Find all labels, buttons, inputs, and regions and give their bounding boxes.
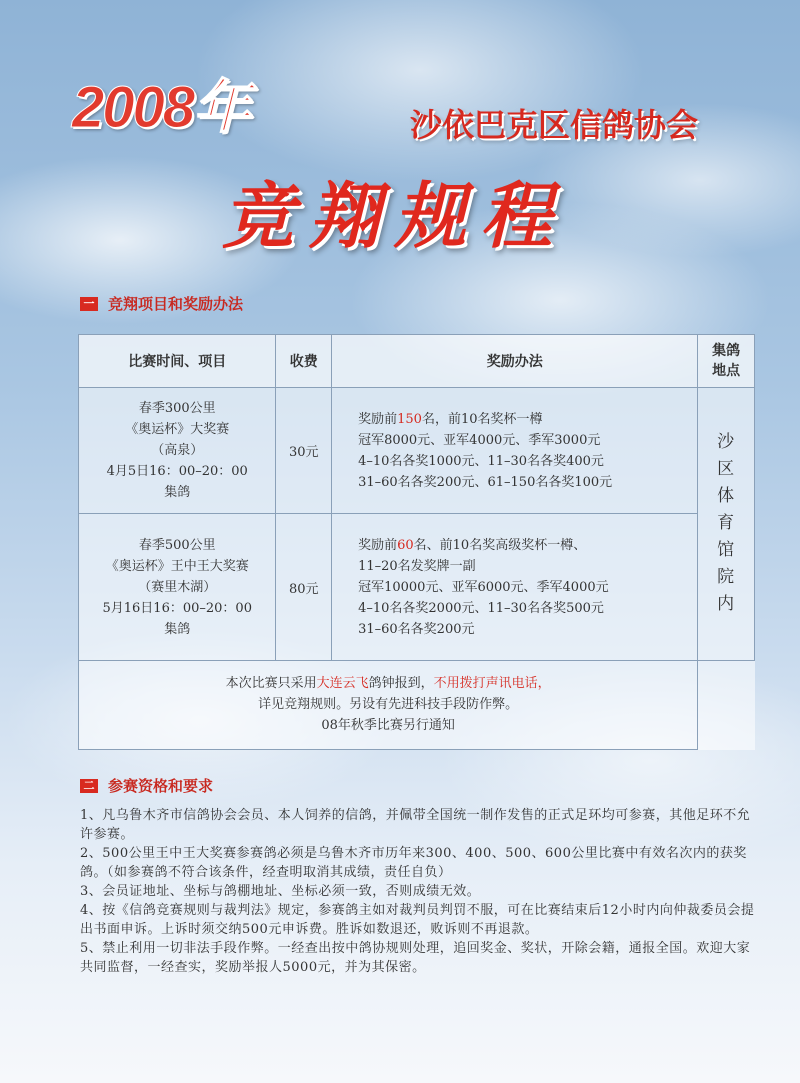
award-cell [332, 388, 698, 514]
award-line: 4–10名各奖1000元、11–30名各奖400元 [358, 453, 604, 469]
note-cell [79, 660, 698, 749]
event-cell [79, 388, 276, 514]
fee-cell: 30元 [276, 388, 332, 514]
event-line: 《奥运杯》王中王大奖赛 [105, 558, 249, 574]
table-row [79, 388, 755, 514]
location-char: 育 [717, 513, 736, 534]
location-char: 沙 [717, 432, 736, 453]
location-char: 体 [717, 486, 736, 507]
table-header-row [79, 335, 755, 388]
event-line: 《奥运杯》大奖赛 [125, 422, 230, 438]
table-note-row [79, 660, 755, 749]
header-fee: 收费 [276, 335, 332, 388]
award-line: 31–60名各奖200元、61–150名各奖100元 [358, 474, 613, 490]
note-highlight: 大连云飞 [316, 676, 369, 692]
award-text: 奖励前 [358, 411, 398, 427]
header-location-line2: 地点 [712, 363, 741, 380]
award-line: 31–60名各奖200元 [358, 621, 475, 637]
requirements-list [80, 806, 760, 977]
award-text: 名，前10名奖杯一樽 [421, 411, 543, 427]
note-line [79, 673, 697, 694]
award-line: 11–20名发奖牌一副 [358, 558, 476, 574]
event-cell [79, 514, 276, 660]
location-char: 院 [717, 567, 736, 588]
page-title: 竞翔规程 [222, 174, 567, 258]
location-char: 馆 [717, 540, 736, 561]
location-cell [698, 388, 755, 661]
section-1-title: 竞翔项目和奖励办法 [108, 295, 244, 313]
header-award: 奖励办法 [332, 335, 698, 388]
award-line [358, 409, 697, 430]
note-highlight: 不用拨打声讯电话， [433, 676, 551, 692]
award-text: 奖励前 [358, 537, 398, 553]
note-text: 本次比赛只采用 [225, 676, 317, 692]
event-line: 4月5日16：00–20：00 [106, 464, 248, 480]
header-location-line1: 集鸽 [712, 343, 741, 360]
event-line: 集鸽 [164, 485, 191, 501]
note-text: 鸽钟报到， [368, 676, 434, 692]
award-line: 4–10名各奖2000元、11–30名各奖500元 [358, 600, 604, 616]
section-1-number: 一 [80, 297, 98, 311]
event-line: 春季300公里 [138, 401, 216, 417]
award-highlight: 150 [397, 411, 422, 427]
award-text: 名、前10名奖高级奖杯一樽、 [413, 537, 587, 553]
section-2-heading [80, 775, 213, 796]
location-char: 内 [717, 594, 736, 615]
note-line: 详见竞翔规则。另设有先进科技手段防作弊。 [258, 697, 519, 713]
fee-cell: 80元 [276, 514, 332, 660]
award-cell [332, 514, 698, 660]
award-line: 冠军10000元、亚军6000元、季军4000元 [358, 579, 609, 595]
event-line: （高泉） [151, 443, 204, 459]
award-line: 冠军8000元、亚军4000元、季军3000元 [358, 432, 601, 448]
organization-name: 沙依巴克区信鸽协会 [410, 106, 699, 144]
event-line: 春季500公里 [138, 537, 216, 553]
header-event: 比赛时间、项目 [79, 335, 276, 388]
award-highlight: 60 [397, 537, 414, 553]
year-heading: 2008年 [72, 75, 250, 140]
event-line: 集鸽 [164, 621, 191, 637]
location-char: 区 [717, 459, 736, 480]
award-line [358, 535, 697, 556]
header-location [698, 335, 755, 388]
requirement-item: 3、会员证地址、坐标与鸽棚地址、坐标必须一致，否则成绩无效。 [80, 884, 481, 899]
note-line: 08年秋季比赛另行通知 [321, 718, 455, 734]
event-line: 5月16日16：00–20：00 [102, 600, 252, 616]
requirement-item: 1、凡乌鲁木齐市信鸽协会会员、本人饲养的信鸽，并佩带全国统一制作发售的正式足环均可参赛，其他足环不允许参赛。 [80, 808, 751, 842]
competition-table [78, 334, 755, 750]
section-1-heading [80, 293, 243, 314]
requirement-item: 2、500公里王中王大奖赛参赛鸽必须是乌鲁木齐市历年来300、400、500、600公里比赛中有效名次内的获奖鸽。（如参赛鸽不符合该条件，经查明取消其成绩，责任自负） [80, 846, 747, 880]
section-2-title: 参赛资格和要求 [108, 777, 214, 795]
table-row [79, 514, 755, 660]
requirement-item: 5、禁止利用一切非法手段作弊。一经查出按中鸽协规则处理，追回奖金、奖状，开除会籍，通报全国。欢迎大家共同监督，一经查实，奖励举报人5000元，并为其保密。 [80, 941, 751, 975]
section-2-number: 二 [80, 779, 98, 793]
requirement-item: 4、按《信鸽竞赛规则与裁判法》规定，参赛鸽主如对裁判员判罚不服，可在比赛结束后12小时内向仲裁委员会提出书面申诉。上诉时须交纳500元申诉费。胜诉如数退还，败诉则不再退款。 [80, 903, 755, 937]
event-line: （赛里木湖） [138, 579, 217, 595]
